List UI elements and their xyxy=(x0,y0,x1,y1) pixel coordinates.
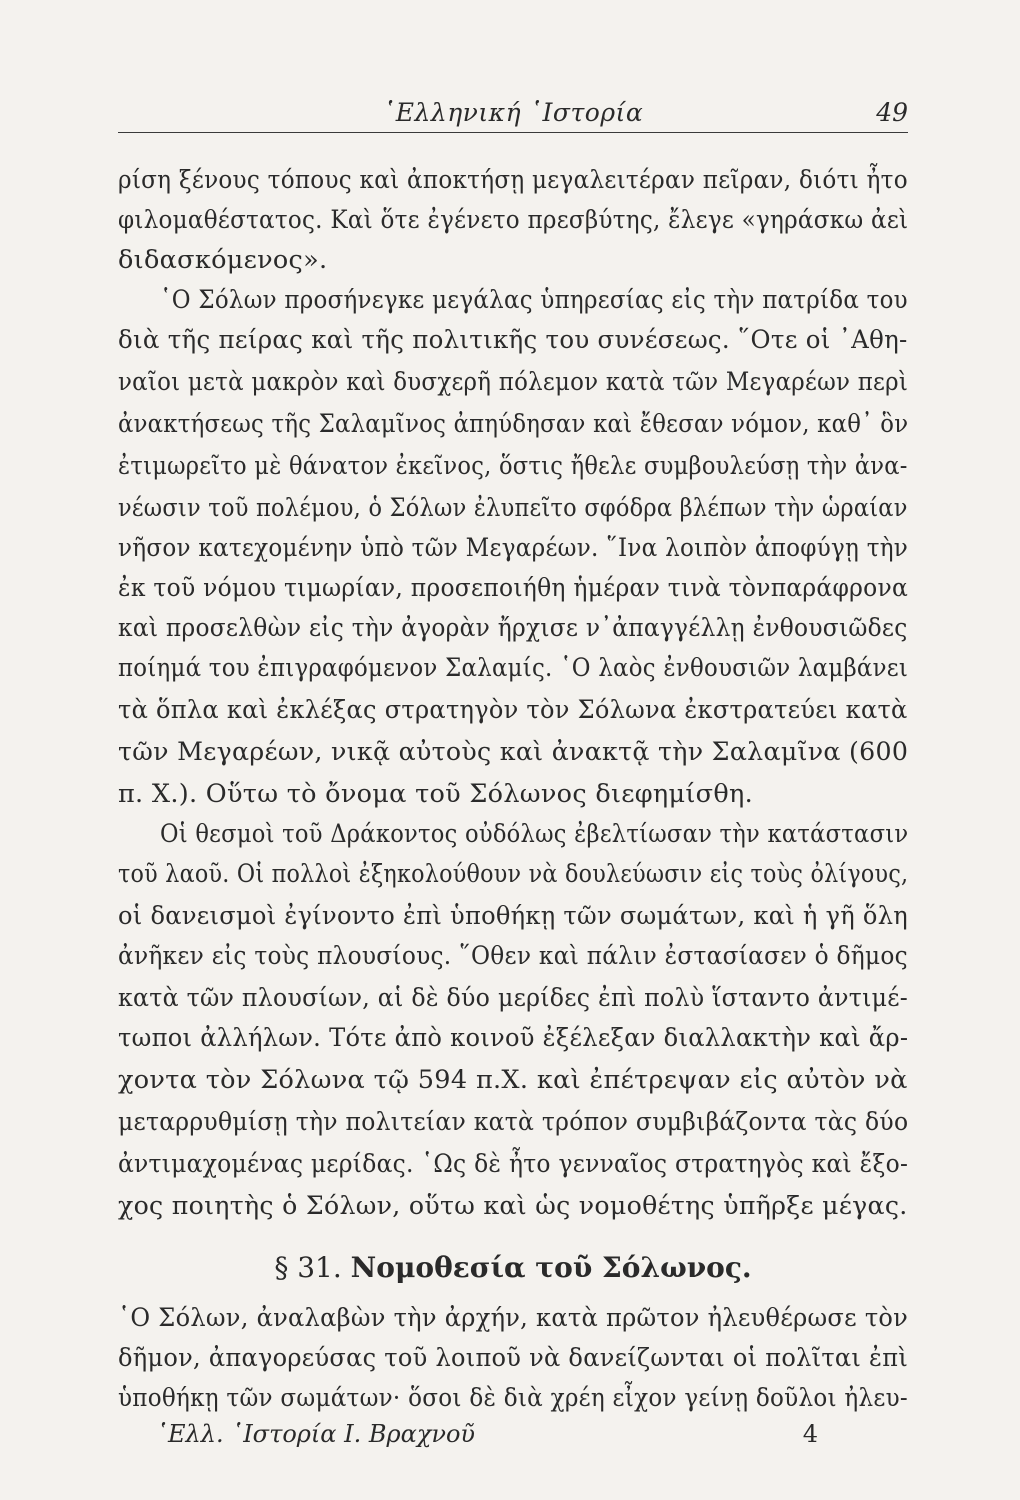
footer-signature: ῾Ελλ. ῾Ιστορία Ι. Βραχνοῦ xyxy=(156,1420,476,1448)
header-rule xyxy=(118,132,908,133)
running-head xyxy=(118,98,908,132)
text-line: ναῖοι μετὰ μακρὸν καὶ δυσχερῆ πόλεμον κατὰ τῶν Μεγαρέων περὶ xyxy=(118,367,909,397)
text-line: ρίση ξένους τόπους καὶ ἀποκτήσῃ μεγαλειτέραν πεῖραν, διότι ἦτο xyxy=(118,165,908,195)
text-line: νῆσον κατεχομένην ὑπὸ τῶν Μεγαρέων. ῞Ινα λοιπὸν ἀποφύγῃ τὴν xyxy=(118,533,909,563)
text-line: κατὰ τῶν πλουσίων, αἱ δὲ δύο μερίδες ἐπὶ πολὺ ἵσταντο ἀντιμέ- xyxy=(118,983,909,1013)
text-line: χος ποιητὴς ὁ Σόλων, οὕτω καὶ ὡς νομοθέτης ὑπῆρξε μέγας. xyxy=(118,1191,908,1221)
text-line: ὑποθήκῃ τῶν σωμάτων· ὅσοι δὲ διὰ χρέη εἶχον γείνῃ δοῦλοι ἠλευ- xyxy=(118,1383,908,1413)
page-footer xyxy=(118,1420,908,1456)
running-title: ῾Ελληνική ῾Ιστορία xyxy=(382,98,644,127)
section-number: § 31. xyxy=(274,1251,342,1284)
section-title: Νομοθεσία τοῦ Σόλωνος. xyxy=(350,1251,752,1284)
text-line: οἱ δανεισμοὶ ἐγίνοντο ἐπὶ ὑποθήκῃ τῶν σωμάτων, καὶ ἡ γῆ ὅλη xyxy=(118,901,909,931)
page-number: 49 xyxy=(876,98,908,127)
text-line: χοντα τὸν Σόλωνα τῷ 594 π.Χ. καὶ ἐπέτρεψαν εἰς αὐτὸν νὰ xyxy=(118,1065,908,1095)
text-line: δῆμον, ἀπαγορεύσας τοῦ λοιποῦ νὰ δανείζωνται οἱ πολῖται ἐπὶ xyxy=(118,1343,909,1373)
text-line: τοῦ λαοῦ. Οἱ πολλοὶ ἐξηκολούθουν νὰ δουλεύωσιν εἰς τοὺς ὀλίγους, xyxy=(118,859,909,889)
text-line: καὶ προσελθὼν εἰς τὴν ἀγορὰν ἤρχισε ν᾽ἀπαγγέλλῃ ἐνθουσιῶδες xyxy=(118,613,908,643)
text-line: διὰ τῆς πείρας καὶ τῆς πολιτικῆς του συνέσεως. ῞Οτε οἱ ᾽Αθη- xyxy=(118,325,908,355)
text-line: τὰ ὅπλα καὶ ἐκλέξας στρατηγὸν τὸν Σόλωνα ἐκστρατεύει κατὰ xyxy=(118,695,908,725)
text-line: τῶν Μεγαρέων, νικᾷ αὐτοὺς καὶ ἀνακτᾷ τὴν Σαλαμῖνα (600 xyxy=(118,737,909,767)
text-line: Οἱ θεσμοὶ τοῦ Δράκοντος οὐδόλως ἐβελτίωσαν τὴν κατάστασιν xyxy=(160,819,909,849)
text-line: ἐκ τοῦ νόμου τιμωρίαν, προσεποιήθη ἡμέραν τινὰ τὸνπαράφρονα xyxy=(118,573,909,603)
text-line: ἐτιμωρεῖτο μὲ θάνατον ἐκεῖνος, ὅστις ἤθελε συμβουλεύσῃ τὴν ἀνα- xyxy=(118,451,908,481)
text-line: τωποι ἀλλήλων. Τότε ἀπὸ κοινοῦ ἐξέλεξαν διαλλακτὴν καὶ ἄρ- xyxy=(118,1023,909,1053)
text-line: νέωσιν τοῦ πολέμου, ὁ Σόλων ἐλυπεῖτο σφόδρα βλέπων τὴν ὡραίαν xyxy=(118,493,908,523)
text-line: ῾Ο Σόλων, ἀναλαβὼν τὴν ἀρχήν, κατὰ πρῶτον ἠλευθέρωσε τὸν xyxy=(118,1303,909,1333)
text-line: μεταρρυθμίσῃ τὴν πολιτείαν κατὰ τρόπον συμβιβάζοντα τὰς δύο xyxy=(118,1107,909,1137)
text-line: ποίημά του ἐπιγραφόμενον Σαλαμίς. ῾Ο λαὸς ἐνθουσιῶν λαμβάνει xyxy=(118,653,909,683)
text-line: ἀνακτήσεως τῆς Σαλαμῖνος ἀπηύδησαν καὶ ἔθεσαν νόμον, καθ᾽ ὃν xyxy=(118,409,909,439)
text-line: ῾Ο Σόλων προσήνεγκε μεγάλας ὑπηρεσίας εἰς τὴν πατρίδα του xyxy=(160,285,908,315)
text-line: φιλομαθέστατος. Καὶ ὅτε ἐγένετο πρεσβύτης, ἔλεγε «γηράσκω ἀεὶ xyxy=(118,205,909,235)
footer-sheet-number: 4 xyxy=(802,1420,818,1448)
section-heading xyxy=(118,1248,908,1288)
text-line: ἀντιμαχομένας μερίδας. ῾Ως δὲ ἦτο γενναῖος στρατηγὸς καὶ ἔξο- xyxy=(118,1149,909,1179)
text-line: διδασκόμενος». xyxy=(118,245,328,275)
text-line: ἀνῆκεν εἰς τοὺς πλουσίους. ῞Οθεν καὶ πάλιν ἐστασίασεν ὁ δῆμος xyxy=(118,941,908,971)
text-line: π. Χ.). Οὕτω τὸ ὄνομα τοῦ Σόλωνος διεφημίσθη. xyxy=(118,779,754,809)
